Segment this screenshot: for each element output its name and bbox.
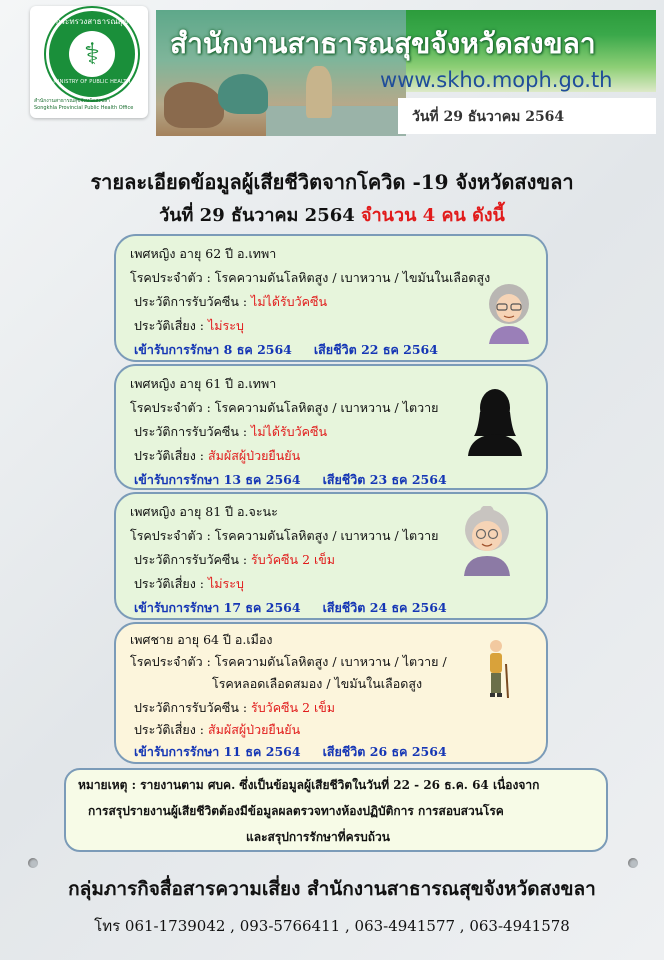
logo-caption — [34, 98, 144, 112]
case-card-2 — [114, 364, 548, 490]
pin-right-icon — [628, 858, 638, 868]
case-profile: เพศหญิง อายุ 61 ปี อ.เทพา — [130, 376, 277, 391]
case-vaccine — [134, 292, 327, 312]
vaccine-value: รับวัคซีน 2 เข็ม — [251, 552, 336, 567]
case-vaccine — [134, 550, 335, 570]
case-dates — [134, 742, 447, 762]
report-subheading — [0, 200, 664, 229]
admit-date: เข้ารับการรักษา 17 ธค 2564 — [134, 600, 301, 615]
office-title: สำนักงานสาธารณสุขจังหวัดสงขลา — [170, 27, 596, 60]
case-risk — [134, 720, 300, 740]
banner-rock — [164, 82, 224, 128]
report-date: วันที่ 29 ธันวาคม 2564 — [412, 109, 565, 125]
logo-ring-top-text: กระทรวงสาธารณสุข — [55, 17, 129, 26]
admit-date: เข้ารับการรักษา 11 ธค 2564 — [134, 744, 301, 759]
banner-water — [266, 106, 406, 136]
death-date: เสียชีวิต 23 ธค 2564 — [322, 472, 447, 487]
elderly-woman-glasses-icon — [456, 506, 518, 576]
case-card-4 — [114, 622, 548, 764]
banner-mermaid-statue — [306, 66, 332, 118]
logo-inner — [69, 31, 115, 77]
case-card-1 — [114, 234, 548, 362]
case-vaccine — [134, 698, 335, 718]
vaccine-value: รับวัคซีน 2 เข็ม — [251, 700, 336, 715]
logo-emblem — [46, 8, 138, 100]
subheading-date: วันที่ 29 ธันวาคม 2564 — [159, 205, 362, 226]
case-dates — [134, 598, 447, 618]
risk-label: ประวัติเสี่ยง : — [134, 722, 208, 737]
footer-title: กลุ่มภารกิจสื่อสารความเสี่ยง สำนักงานสาธารณสุขจังหวัดสงขลา — [68, 878, 596, 900]
logo-ring-bottom-text: MINISTRY OF PUBLIC HEALTH — [53, 79, 131, 85]
elderly-man-cane-icon — [482, 638, 514, 702]
death-date: เสียชีวิต 24 ธค 2564 — [322, 600, 447, 615]
case-card-3 — [114, 492, 548, 620]
case-risk — [134, 574, 244, 594]
case-vaccine — [134, 422, 327, 442]
pin-left-icon — [28, 858, 38, 868]
risk-value: ไม่ระบุ — [208, 318, 244, 333]
remark-line-3: และสรุปการรักษาที่ครบถ้วน — [246, 830, 390, 844]
case-risk — [134, 316, 244, 336]
case-disease: โรคประจำตัว : โรคความดันโลหิตสูง / เบาหวาน / ไตวาย / — [130, 654, 447, 669]
case-profile: เพศหญิง อายุ 62 ปี อ.เทพา — [130, 246, 277, 261]
logo-caption-en: Songkhla Provincial Public Health Office — [34, 105, 134, 111]
case-profile: เพศชาย อายุ 64 ปี อ.เมือง — [130, 632, 273, 647]
case-disease-continued: โรคหลอดเลือดสมอง / ไขมันในเลือดสูง — [212, 676, 423, 691]
risk-label: ประวัติเสี่ยง : — [134, 576, 208, 591]
remark-line-2: การสรุปรายงานผู้เสียชีวิตต้องมีข้อมูลผลตรวจทางห้องปฏิบัติการ การสอบสวนโรค — [88, 804, 504, 818]
risk-label: ประวัติเสี่ยง : — [134, 448, 208, 463]
case-profile: เพศหญิง อายุ 81 ปี อ.จะนะ — [130, 504, 278, 519]
case-disease: โรคประจำตัว : โรคความดันโลหิตสูง / เบาหวาน / ไขมันในเลือดสูง — [130, 270, 491, 285]
woman-silhouette-icon — [464, 386, 526, 456]
risk-value: สัมผัสผู้ป่วยยืนยัน — [208, 722, 301, 737]
case-dates — [134, 340, 438, 360]
subheading-count: จำนวน 4 คน ดังนี้ — [361, 205, 505, 226]
death-date: เสียชีวิต 22 ธค 2564 — [313, 342, 438, 357]
risk-value: ไม่ระบุ — [208, 576, 244, 591]
logo-caption-th: สำนักงานสาธารณสุขจังหวัดสงขลา — [34, 98, 110, 104]
risk-value: สัมผัสผู้ป่วยยืนยัน — [208, 448, 301, 463]
footer-phone: โทร 061-1739042 , 093-5766411 , 063-4941577 , 063-4941578 — [94, 917, 570, 935]
case-dates — [134, 470, 447, 490]
vaccine-value: ไม่ได้รับวัคซีน — [251, 424, 328, 439]
report-heading: รายละเอียดข้อมูลผู้เสียชีวิตจากโควิด -19 จังหวัดสงขลา — [90, 170, 574, 194]
risk-label: ประวัติเสี่ยง : — [134, 318, 208, 333]
case-disease: โรคประจำตัว : โรคความดันโลหิตสูง / เบาหวาน / ไตวาย — [130, 528, 439, 543]
remark-line-1: หมายเหตุ : รายงานตาม ศบค. ซึ่งเป็นข้อมูลผู้เสียชีวิตในวันที่ 22 - 26 ธ.ค. 64 เนื่องจาก — [78, 778, 540, 792]
case-disease: โรคประจำตัว : โรคความดันโลหิตสูง / เบาหวาน / ไตวาย — [130, 400, 439, 415]
vaccine-label: ประวัติการรับวัคซีน : — [134, 552, 252, 567]
vaccine-label: ประวัติการรับวัคซีน : — [134, 700, 252, 715]
banner-dragon-statue — [218, 74, 268, 114]
vaccine-label: ประวัติการรับวัคซีน : — [134, 294, 252, 309]
moph-logo — [30, 6, 148, 118]
remark-box — [64, 768, 608, 852]
elderly-woman-icon — [484, 282, 534, 344]
caduceus-icon: ⚕ — [83, 36, 101, 72]
admit-date: เข้ารับการรักษา 8 ธค 2564 — [134, 342, 292, 357]
admit-date: เข้ารับการรักษา 13 ธค 2564 — [134, 472, 301, 487]
vaccine-label: ประวัติการรับวัคซีน : — [134, 424, 252, 439]
case-risk — [134, 446, 300, 466]
vaccine-value: ไม่ได้รับวัคซีน — [251, 294, 328, 309]
death-date: เสียชีวิต 26 ธค 2564 — [322, 744, 447, 759]
office-url[interactable]: www.skho.moph.go.th — [380, 68, 613, 92]
